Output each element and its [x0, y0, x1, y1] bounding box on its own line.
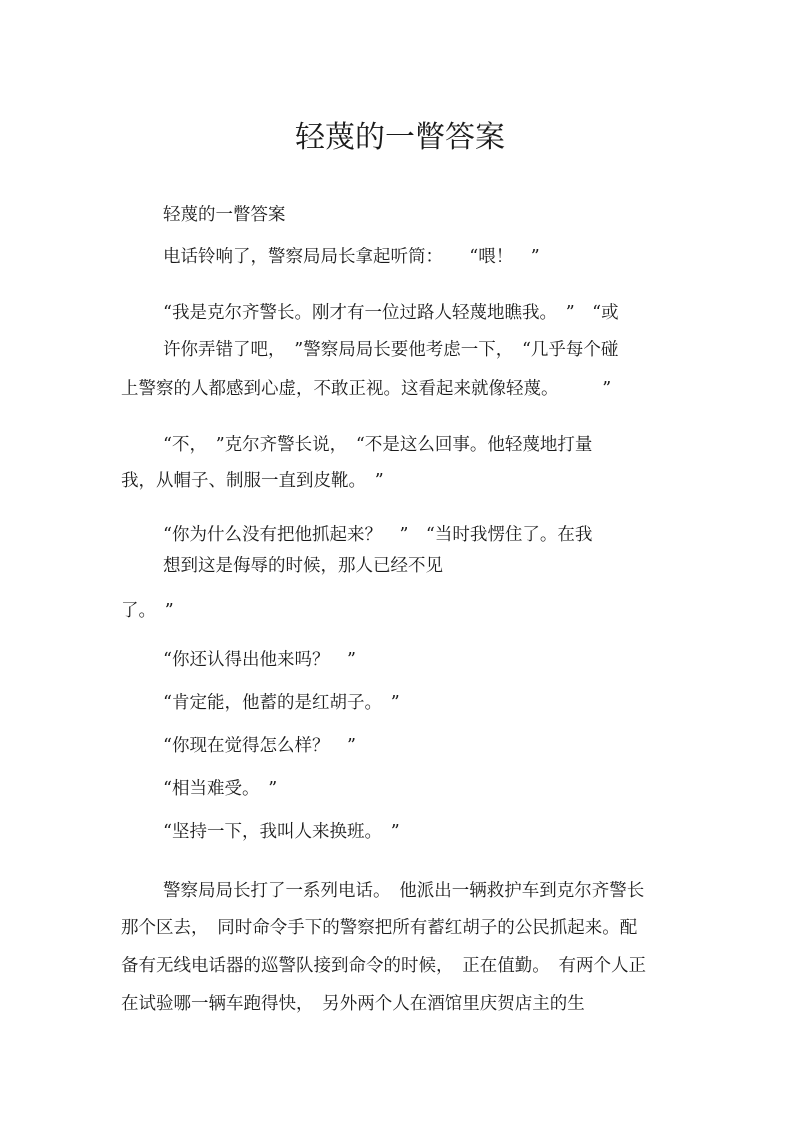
- text-line: “我是克尔齐警长。刚才有一位过路人轻蔑地瞧我。 ” “或: [163, 303, 619, 323]
- text-line: “你现在觉得怎么样？ ”: [163, 736, 356, 756]
- text-line: 了。 ”: [121, 601, 174, 621]
- text-line: 那个区去， 同时命令手下的警察把所有蓄红胡子的公民抓起来。配: [121, 918, 638, 938]
- text-line: 警察局局长打了一系列电话。 他派出一辆救护车到克尔齐警长: [163, 881, 645, 901]
- text-line: “坚持一下，我叫人来换班。 ”: [163, 822, 400, 842]
- text-line: “你还认得出他来吗？ ”: [163, 650, 356, 670]
- text-line: “肯定能，他蓄的是红胡子。 ”: [163, 693, 400, 713]
- text-line: 我，从帽子、制服一直到皮靴。 ”: [121, 471, 384, 491]
- text-line: 许你弄错了吧， ”警察局局长要他考虑一下， “几乎每个碰: [163, 340, 619, 360]
- text-line: “相当难受。 ”: [163, 779, 278, 799]
- text-line: “你为什么没有把他抓起来？ ” “当时我愣住了。在我: [163, 525, 593, 545]
- text-line: 上警察的人都感到心虚，不敢正视。这看起来就像轻蔑。 ”: [121, 379, 612, 399]
- text-line-subtitle: 轻蔑的一瞥答案: [163, 205, 286, 225]
- text-line: 在试验哪一辆车跑得快， 另外两个人在酒馆里庆贺店主的生: [121, 994, 585, 1014]
- text-line: 备有无线电话器的巡警队接到命令的时候， 正在值勤。 有两个人正: [121, 956, 646, 976]
- text-line: “不， ”克尔齐警长说， “不是这么回事。他轻蔑地打量: [163, 435, 593, 455]
- text-line: 电话铃响了，警察局局长拿起听筒： “喂！ ”: [163, 247, 540, 267]
- document-title: 轻蔑的一瞥答案: [295, 120, 505, 155]
- text-line: 想到这是侮辱的时候，那人已经不见: [163, 556, 443, 576]
